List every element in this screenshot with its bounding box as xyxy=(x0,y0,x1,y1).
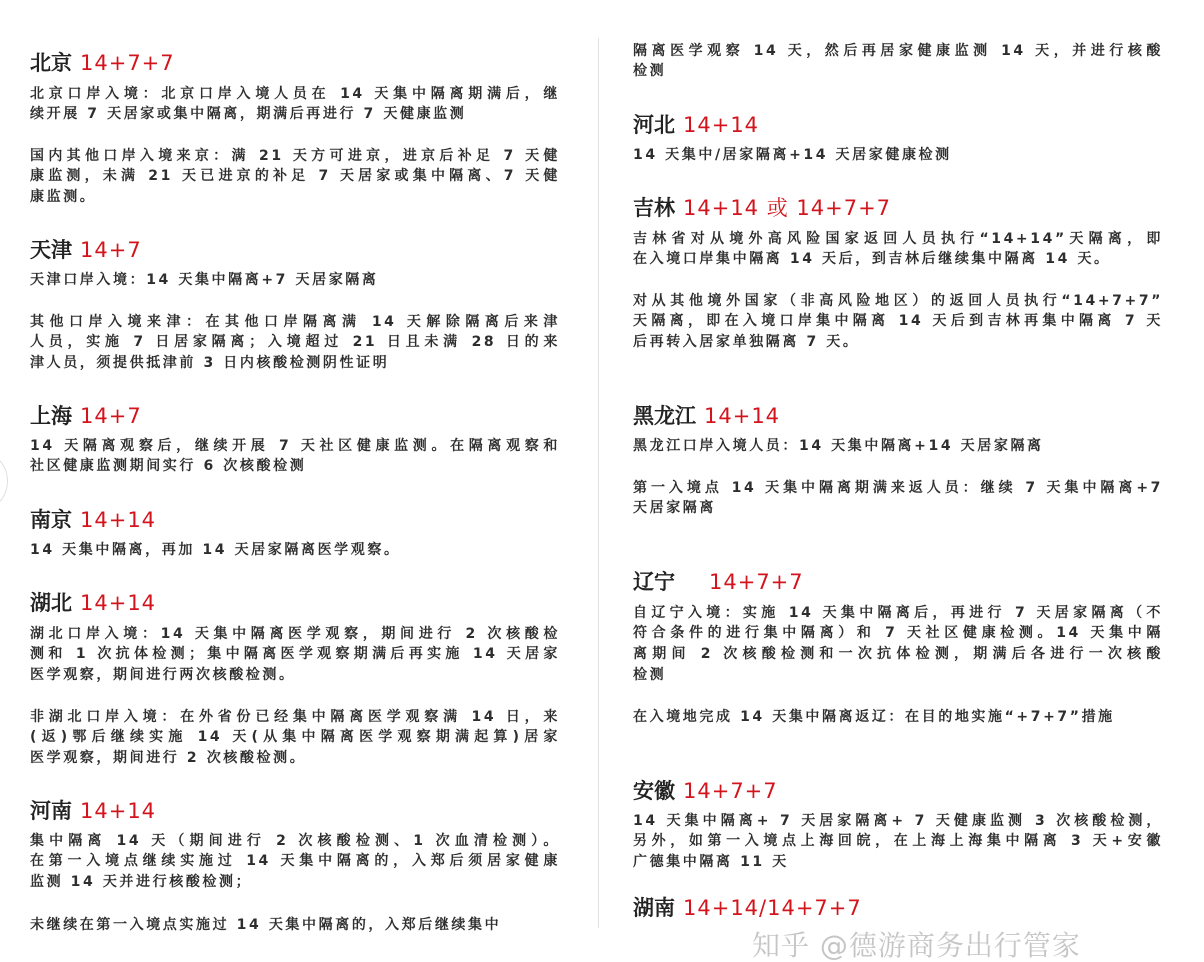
paragraph-line: 国内其他口岸入境来京：满 21 天方可进京，进京后补足 7 天健 xyxy=(30,147,560,164)
paragraph xyxy=(30,540,560,561)
region-heading xyxy=(633,894,862,922)
paragraph-line: 对从其他境外国家（非高风险地区）的返回人员执行“14+7+7” xyxy=(633,292,1163,309)
paragraph xyxy=(30,624,560,686)
region-name: 湖北 xyxy=(30,591,72,615)
quarantine-scheme: 14+7 xyxy=(80,238,142,262)
paragraph-line: 后再转入居家单独隔离 7 天。 xyxy=(633,334,860,351)
paragraph xyxy=(633,291,1163,353)
paragraph-line: 在第一入境点继续实施过 14 天集中隔离的，入郑后须居家健康 xyxy=(30,853,560,870)
quarantine-scheme: 14+7+7 xyxy=(683,779,778,803)
region-heading xyxy=(30,506,156,534)
paragraph-line: 测和 1 次抗体检测；集中隔离医学观察期满后再实施 14 天居家 xyxy=(30,646,560,663)
paragraph-line: 离期间 2 次核酸检测和一次抗体检测，期满后各进行一次核酸 xyxy=(633,646,1163,663)
paragraph xyxy=(30,915,560,936)
paragraph xyxy=(633,436,1163,457)
column-divider xyxy=(598,38,599,928)
region-heading xyxy=(633,777,778,805)
paragraph-line: 符合条件的进行集中隔离）和 7 天社区健康检测。14 天集中隔 xyxy=(633,625,1163,642)
quarantine-scheme: 14+14 xyxy=(80,591,157,615)
paragraph-line: 第一入境点 14 天集中隔离期满来返人员：继续 7 天集中隔离+7 xyxy=(633,479,1163,496)
quarantine-scheme: 14+7 xyxy=(80,404,142,428)
paragraph xyxy=(633,229,1163,271)
paragraph-line: 湖北口岸入境：14 天集中隔离医学观察，期间进行 2 次核酸检 xyxy=(30,625,560,642)
paragraph-line: 医学观察，期间进行 2 次核酸检测。 xyxy=(30,750,307,767)
paragraph xyxy=(633,145,1163,166)
paragraph-line: 集中隔离 14 天（期间进行 2 次核酸检测、1 次血清检测）。 xyxy=(30,832,560,849)
paragraph xyxy=(30,312,560,374)
paragraph-line: 医学观察，期间进行两次核酸检测。 xyxy=(30,667,296,684)
paragraph xyxy=(30,707,560,769)
quarantine-scheme: 14+14 xyxy=(683,113,760,137)
paragraph-line: 社区健康监测期间实行 6 次核酸检测 xyxy=(30,458,307,475)
region-heading xyxy=(30,402,142,430)
watermark: 知乎 @德游商务出行管家 xyxy=(752,929,1081,962)
paragraph-line: 14 天集中隔离+ 7 天居家隔离+ 7 天健康监测 3 次核酸检测， xyxy=(633,812,1163,829)
paragraph-line: 天隔离，即在入境口岸集中隔离 14 天后到吉林再集中隔离 7 天 xyxy=(633,313,1163,330)
region-name: 河北 xyxy=(633,113,675,137)
paragraph-line: 检测 xyxy=(633,63,667,80)
region-heading xyxy=(30,236,142,264)
region-name: 南京 xyxy=(30,508,72,532)
region-name: 天津 xyxy=(30,238,72,262)
paragraph-line: 自辽宁入境：实施 14 天集中隔离后，再进行 7 天居家隔离（不 xyxy=(633,604,1163,621)
paragraph-line: 非湖北口岸入境：在外省份已经集中隔离医学观察满 14 日，来 xyxy=(30,708,560,725)
paragraph-line: 续开展 7 天居家或集中隔离，期满后再进行 7 天健康监测 xyxy=(30,106,467,123)
paragraph-line: 津人员，须提供抵津前 3 日内核酸检测阴性证明 xyxy=(30,355,390,372)
paragraph-line: 天津口岸入境：14 天集中隔离+7 天居家隔离 xyxy=(30,271,379,288)
quarantine-scheme: 14+7+7 xyxy=(709,570,804,594)
region-name: 北京 xyxy=(30,51,72,75)
paragraph-line: 监测 14 天并进行核酸检测； xyxy=(30,874,253,891)
paragraph xyxy=(633,478,1163,520)
paragraph xyxy=(633,603,1163,686)
edge-scroll-handle xyxy=(0,452,8,510)
paragraph xyxy=(633,707,1163,728)
quarantine-scheme: 14+14 xyxy=(80,508,157,532)
paragraph xyxy=(30,146,560,208)
paragraph-line: 天居家隔离 xyxy=(633,500,716,517)
paragraph-line: 14 天隔离观察后，继续开展 7 天社区健康监测。在隔离观察和 xyxy=(30,437,560,454)
paragraph-line: 未继续在第一入境点实施过 14 天集中隔离的，入郑后继续集中 xyxy=(30,916,502,933)
paragraph-line: 广德集中隔离 11 天 xyxy=(633,854,789,871)
paragraph-line: 检测 xyxy=(633,666,667,683)
region-heading xyxy=(633,194,891,222)
region-name: 辽宁 xyxy=(633,570,675,594)
paragraph-line: 其他口岸入境来津：在其他口岸隔离满 14 天解除隔离后来津 xyxy=(30,313,560,330)
paragraph-line: 14 天集中/居家隔离+14 天居家健康检测 xyxy=(633,146,952,163)
region-heading xyxy=(30,49,175,77)
paragraph xyxy=(30,436,560,478)
region-name: 湖南 xyxy=(633,896,675,920)
region-name: 安徽 xyxy=(633,779,675,803)
paragraph-line: 在入境地完成 14 天集中隔离返辽：在目的地实施“+7+7”措施 xyxy=(633,708,1115,725)
region-name: 河南 xyxy=(30,799,72,823)
paragraph xyxy=(633,41,1163,83)
paragraph xyxy=(30,84,560,126)
paragraph-line: 人员，实施 7 日居家隔离；入境超过 21 日且未满 28 日的来 xyxy=(30,334,560,351)
quarantine-scheme: 14+7+7 xyxy=(80,51,175,75)
paragraph-line: 康监测。 xyxy=(30,189,97,206)
paragraph-line: 在入境口岸集中隔离 14 天后，到吉林后继续集中隔离 14 天。 xyxy=(633,251,1111,268)
quarantine-scheme: 14+14/14+7+7 xyxy=(683,896,862,920)
paragraph-line: 康监测，未满 21 天已进京的补足 7 天居家或集中隔离、7 天健 xyxy=(30,168,560,185)
region-name: 黑龙江 xyxy=(633,404,696,428)
region-heading xyxy=(633,402,780,430)
quarantine-scheme: 14+14 xyxy=(80,799,157,823)
paragraph-line: (返)鄂后继续实施 14 天(从集中隔离医学观察期满起算)居家 xyxy=(30,729,560,746)
paragraph xyxy=(30,270,560,291)
region-name: 吉林 xyxy=(633,196,675,220)
paragraph-line: 吉林省对从境外高风险国家返回人员执行“14+14”天隔离，即 xyxy=(633,230,1163,247)
paragraph xyxy=(633,811,1163,873)
paragraph-line: 北京口岸入境：北京口岸入境人员在 14 天集中隔离期满后，继 xyxy=(30,85,560,102)
paragraph-line: 隔离医学观察 14 天，然后再居家健康监测 14 天，并进行核酸 xyxy=(633,42,1163,59)
quarantine-scheme: 14+14 或 14+7+7 xyxy=(683,196,892,220)
region-name: 上海 xyxy=(30,404,72,428)
region-heading xyxy=(633,111,759,139)
paragraph-line: 黑龙江口岸入境人员：14 天集中隔离+14 天居家隔离 xyxy=(633,437,1044,454)
quarantine-scheme: 14+14 xyxy=(704,404,781,428)
region-heading xyxy=(633,568,804,596)
paragraph-line: 另外，如第一入境点上海回皖，在上海上海集中隔离 3 天+安徽 xyxy=(633,833,1163,850)
region-heading xyxy=(30,589,156,617)
region-heading xyxy=(30,797,156,825)
paragraph xyxy=(30,831,560,893)
paragraph-line: 14 天集中隔离，再加 14 天居家隔离医学观察。 xyxy=(30,541,401,558)
